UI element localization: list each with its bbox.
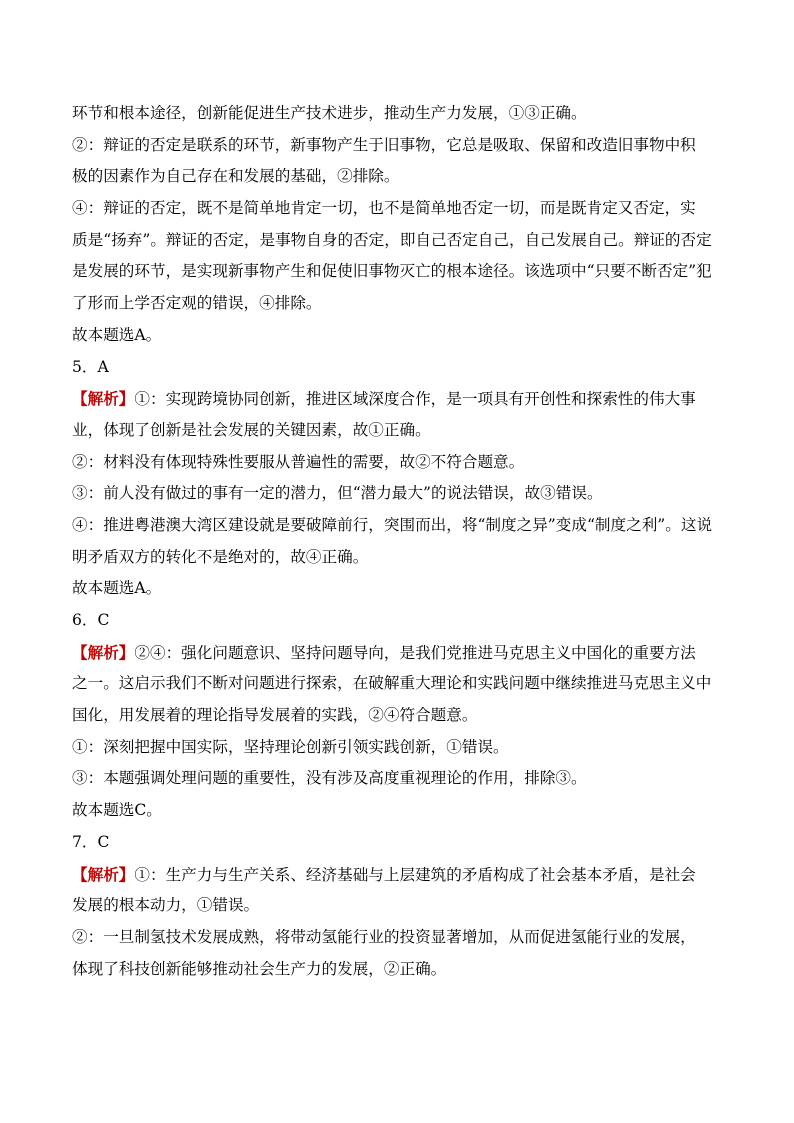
explanation-line <box>72 637 724 669</box>
explanation-text: ②④：强化问题意识、坚持问题导向，是我们党推进马克思主义中国化的重要方法 <box>134 643 696 662</box>
explanation-label: 【解析】 <box>72 864 135 884</box>
text-line: 环节和根本途径，创新能促进生产技术进步，推动生产力发展，①③正确。 <box>72 104 587 122</box>
answer-explanations <box>72 98 724 985</box>
text-line: ②：辩证的否定是联系的环节，新事物产生于旧事物，它总是吸取、保留和改造旧事物中积 <box>72 135 696 154</box>
text-line: 故本题选A。 <box>72 325 162 344</box>
text-line: 发展的根本动力，①错误。 <box>72 896 260 915</box>
explanation-text: ①：生产力与生产关系、经济基础与上层建筑的矛盾构成了社会基本矛盾，是社会 <box>134 865 696 884</box>
text-line: 明矛盾双方的转化不是绝对的，故④正确。 <box>72 547 369 566</box>
text-line: ①：深刻把握中国实际，坚持理论创新引领实践创新，①错误。 <box>72 737 509 756</box>
explanation-label: 【解析】 <box>72 642 135 662</box>
text-line: ③：前人没有做过的事有一定的潜力，但“潜力最大”的说法错误，故③错误。 <box>72 484 603 503</box>
text-line: ③：本题强调处理问题的重要性，没有涉及高度重视理论的作用，排除③。 <box>72 769 587 788</box>
explanation-label: 【解析】 <box>72 389 135 409</box>
answer-number: 7．C <box>72 832 110 851</box>
text-line: 之一。这启示我们不断对问题进行探索，在破解重大理论和实践问题中继续推进马克思主义中 <box>72 674 712 693</box>
text-line: ②：材料没有体现特殊性要服从普遍性的需要，故②不符合题意。 <box>72 452 525 471</box>
text-line: ②：一旦制氢技术发展成熟，将带动氢能行业的投资显著增加，从而促进氢能行业的发展， <box>72 927 696 946</box>
text-line: 故本题选C。 <box>72 801 162 820</box>
text-line: ④：辩证的否定，既不是简单地肯定一切，也不是简单地否定一切，而是既肯定又否定，实 <box>72 199 696 218</box>
text-line: 是发展的环节，是实现新事物产生和促使旧事物灭亡的根本途径。该选项中“只要不断否定”犯 <box>72 262 712 281</box>
text-line: 了形而上学否定观的错误，④排除。 <box>72 294 322 313</box>
text-line: 国化，用发展着的理论指导发展着的实践，②④符合题意。 <box>72 706 478 725</box>
answer-number: 6．C <box>72 611 110 629</box>
explanation-line <box>72 383 724 415</box>
text-line: ④：推进粤港澳大湾区建设就是要破障前行，突围而出，将“制度之异”变成“制度之利”。这说 <box>72 515 713 534</box>
text-line: 质是“扬弃”。辩证的否定，是事物自身的否定，即自己否定自己，自己发展自己。辩证的否定 <box>72 230 712 249</box>
answer-number: 5．A <box>72 357 109 376</box>
explanation-text: ①：实现跨境协同创新，推进区域深度合作，是一项具有开创性和探索性的伟大事 <box>134 390 696 409</box>
text-line: 极的因素作为自己存在和发展的基础，②排除。 <box>72 167 400 186</box>
text-line: 故本题选A。 <box>72 579 162 598</box>
text-line: 体现了科技创新能够推动社会生产力的发展，②正确。 <box>72 959 447 978</box>
explanation-line <box>72 859 724 891</box>
text-line: 业，体现了创新是社会发展的关键因素，故①正确。 <box>72 420 431 439</box>
